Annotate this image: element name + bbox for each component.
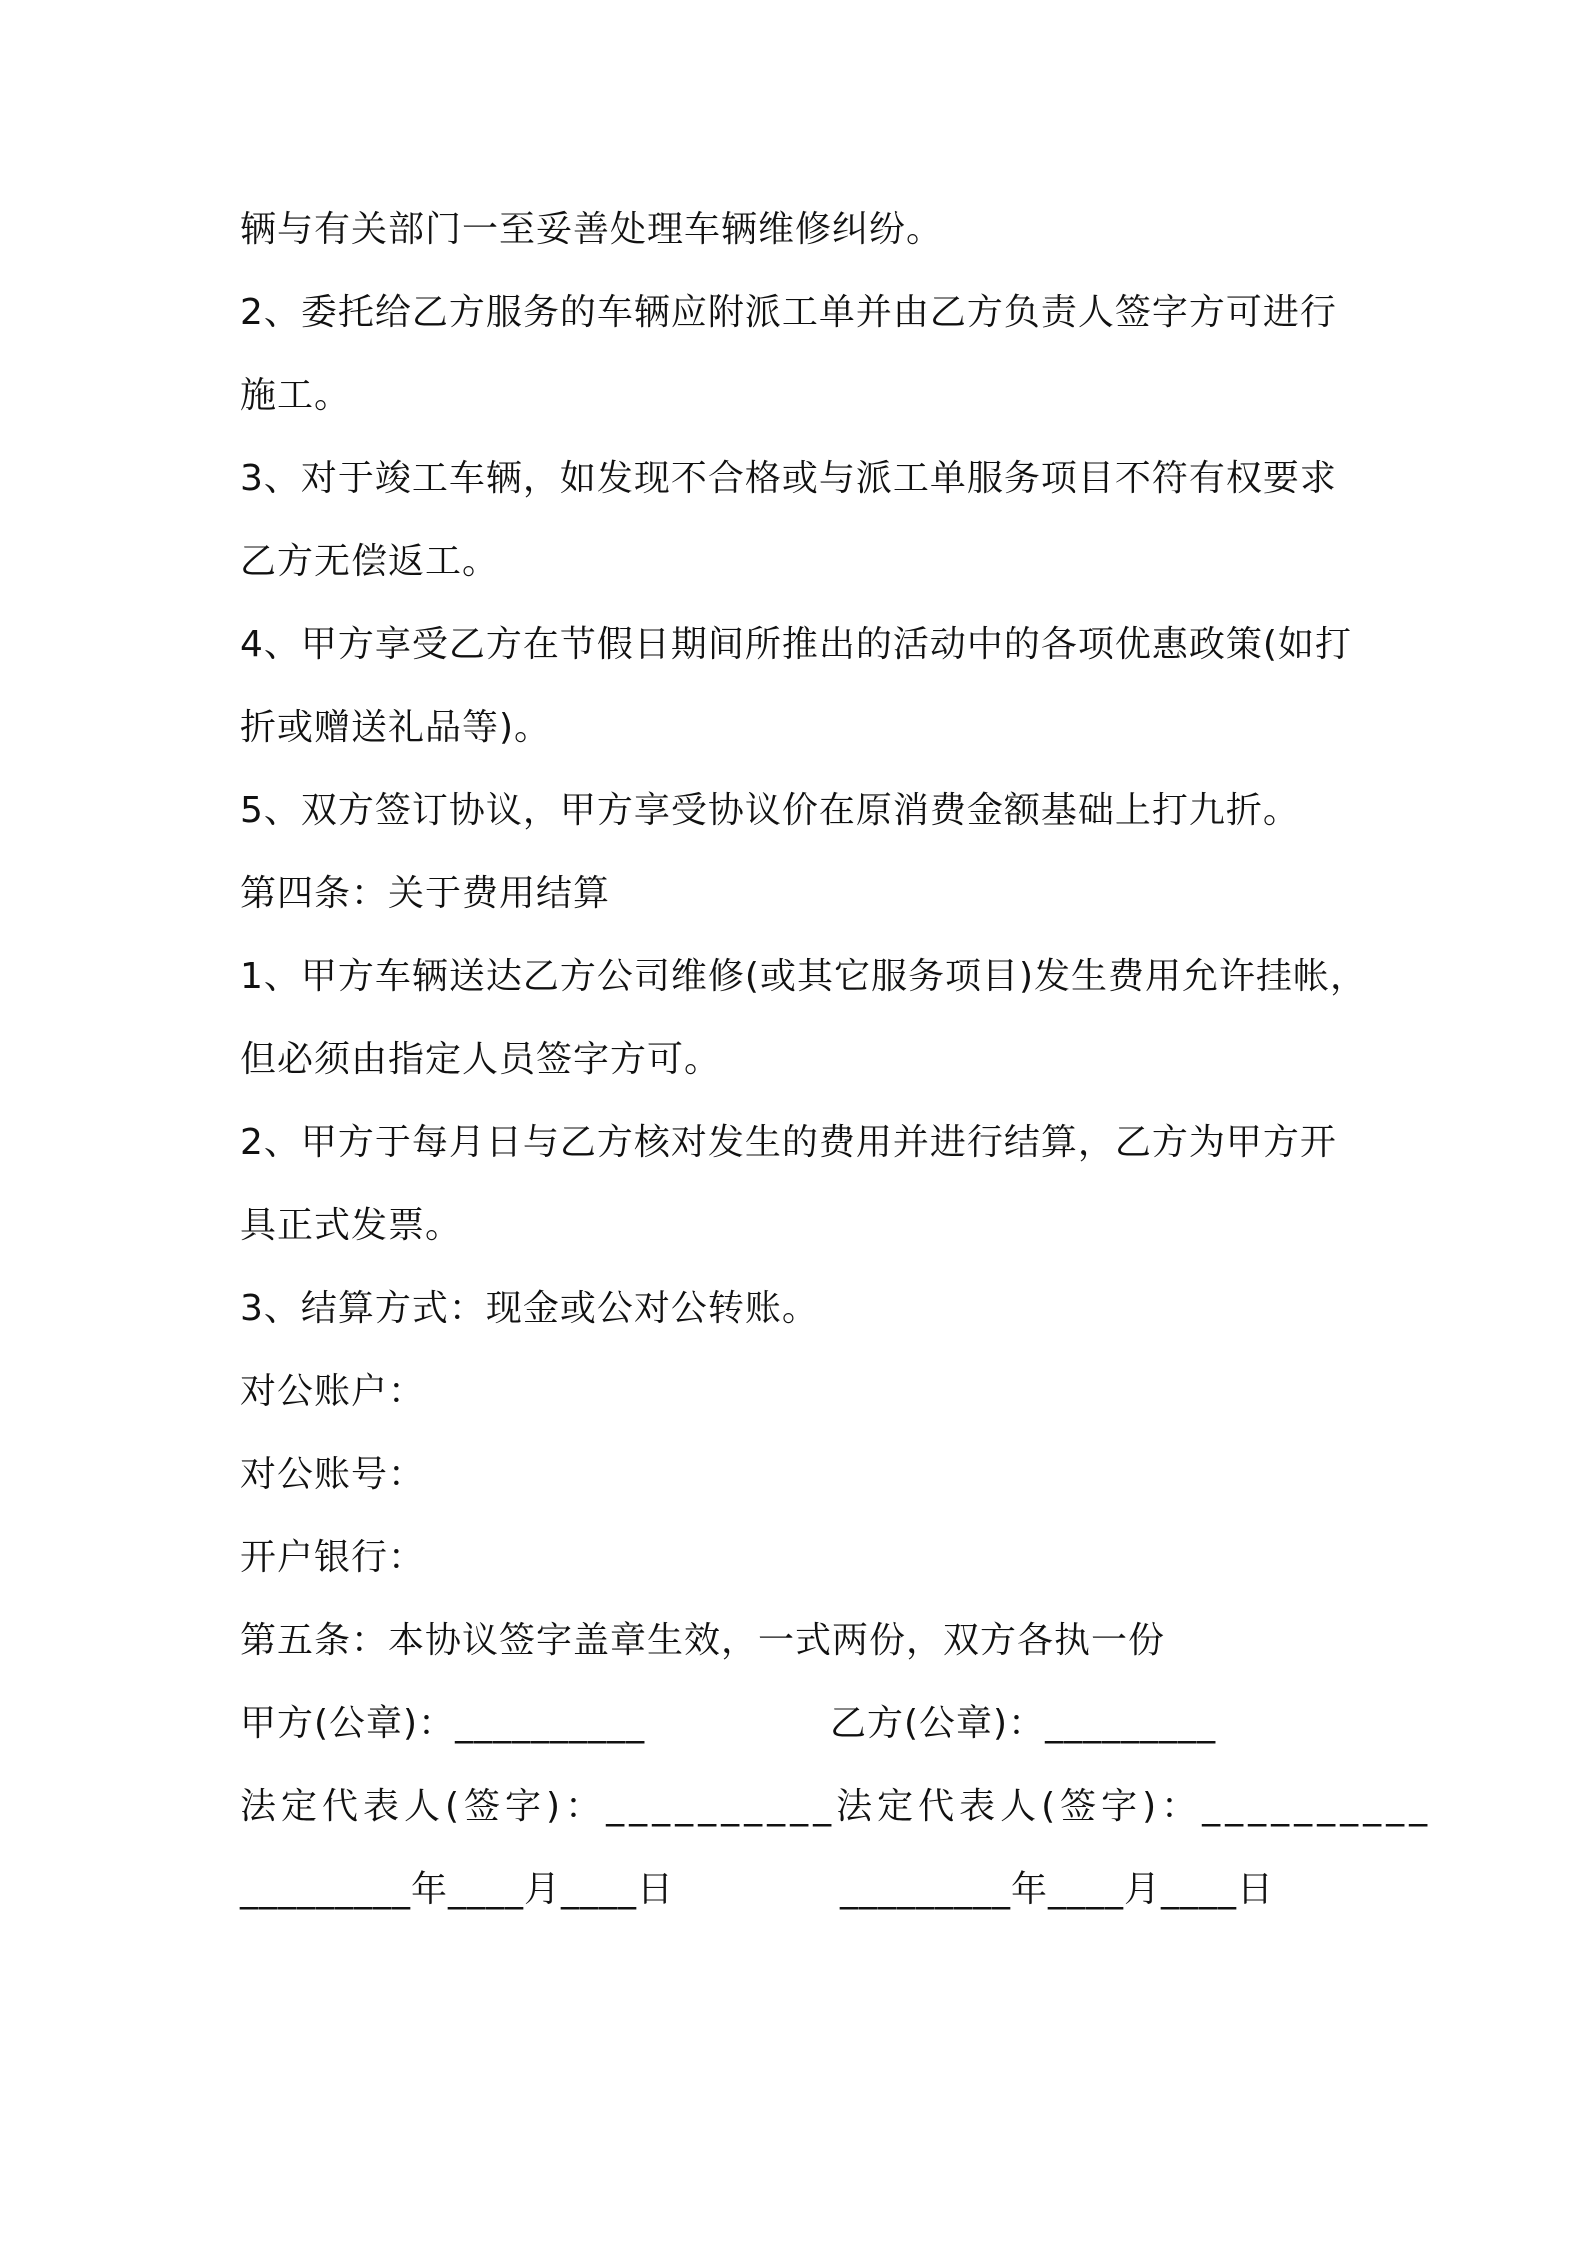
settlement-3-line: 3、结算方式：现金或公对公转账。 (240, 1288, 819, 1329)
bank-label: 开户银行： (240, 1537, 426, 1578)
party-b-representative: 法定代表人(签字)：__________ (836, 1786, 1433, 1827)
date-row (240, 1848, 1360, 1931)
clause-4-line-1: 4、甲方享受乙方在节假日期间所推出的活动中的各项优惠政策(如打 (240, 624, 1352, 665)
account-name-label: 对公账户： (240, 1371, 426, 1412)
document-page (240, 188, 1433, 1931)
party-a-seal: 甲方(公章)：__________ (240, 1703, 646, 1744)
clause-4-line-2: 折或赠送礼品等)。 (240, 707, 552, 748)
clause-2-line-1: 2、委托给乙方服务的车辆应附派工单并由乙方负责人签字方可进行 (240, 292, 1337, 333)
settlement-1-line-1: 1、甲方车辆送达乙方公司维修(或其它服务项目)发生费用允许挂帐， (240, 956, 1367, 997)
representative-row (240, 1765, 1433, 1848)
clause-2-line-2: 施工。 (240, 375, 352, 416)
seal-row (240, 1682, 1360, 1765)
article-5-heading: 第五条：本协议签字盖章生效，一式两份，双方各执一份 (240, 1620, 1166, 1661)
party-b-seal: 乙方(公章)：_________ (830, 1703, 1217, 1744)
text-line: 辆与有关部门一至妥善处理车辆维修纠纷。 (240, 209, 944, 250)
clause-3-line-1: 3、对于竣工车辆，如发现不合格或与派工单服务项目不符有权要求 (240, 458, 1337, 499)
settlement-1-line-2: 但必须由指定人员签字方可。 (240, 1039, 722, 1080)
party-b-date: _________年____月____日 (840, 1869, 1274, 1910)
clause-3-line-2: 乙方无偿返工。 (240, 541, 500, 582)
party-a-date: _________年____月____日 (240, 1869, 674, 1910)
party-a-representative: 法定代表人(签字)：__________ (240, 1786, 837, 1827)
article-4-heading: 第四条：关于费用结算 (240, 873, 611, 914)
settlement-2-line-2: 具正式发票。 (240, 1205, 463, 1246)
clause-5-line: 5、双方签订协议，甲方享受协议价在原消费金额基础上打九折。 (240, 790, 1300, 831)
settlement-2-line-1: 2、甲方于每月日与乙方核对发生的费用并进行结算，乙方为甲方开 (240, 1122, 1337, 1163)
account-number-label: 对公账号： (240, 1454, 426, 1495)
